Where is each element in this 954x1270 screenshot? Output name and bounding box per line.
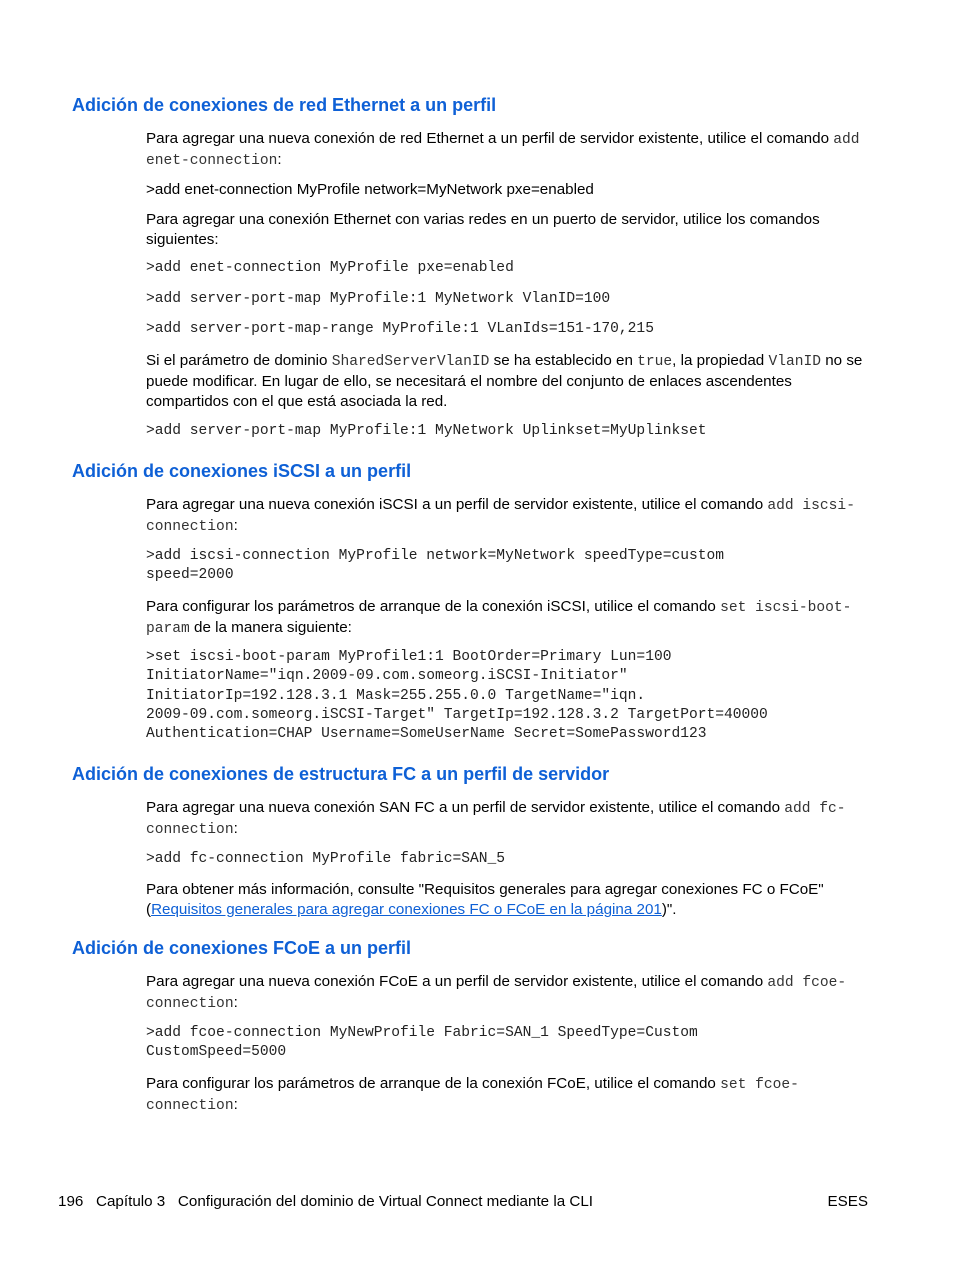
code-block: >set iscsi-boot-param MyProfile1:1 BootOrder=Primary Lun=100 InitiatorName="iqn.2009-09.com.someorg.iSCSI-Initiator" InitiatorIp=192.128.3.1 Mask=255.255.0.0 TargetName="iqn. 2009-09.com.someorg.iSCSI-Target" TargetIp=192.128.3.2 TargetPort=40000 Authentication=CHAP Username=SomeUserName Secret=SomePassword123	[146, 649, 768, 743]
paragraph: Para agregar una nueva conexión iSCSI a un perfil de servidor existente, utilice el comando add iscsi-connection:	[146, 496, 855, 535]
code-block: >add server-port-map MyProfile:1 MyNetwork VlanID=100	[146, 291, 611, 307]
section-heading-fc: Adición de conexiones de estructura FC a un perfil de servidor	[72, 764, 610, 784]
paragraph: >add enet-connection MyProfile network=MyNetwork pxe=enabled	[146, 181, 594, 198]
code-block: >add enet-connection MyProfile pxe=enabled	[146, 260, 514, 276]
section-heading-fcoe: Adición de conexiones FCoE a un perfil	[72, 938, 412, 958]
section-heading-iscsi: Adición de conexiones iSCSI a un perfil	[72, 461, 412, 481]
language-code: ESES	[827, 1193, 868, 1210]
code-block: >add fcoe-connection MyNewProfile Fabric=SAN_1 SpeedType=Custom CustomSpeed=5000	[146, 1025, 698, 1061]
inline-code: VlanID	[768, 354, 821, 370]
paragraph: Para agregar una nueva conexión FCoE a un perfil de servidor existente, utilice el comando add fcoe-connection:	[146, 973, 847, 1012]
inline-code: add enet-connection	[146, 132, 860, 169]
chapter-title: Configuración del dominio de Virtual Connect mediante la CLI	[177, 1193, 594, 1210]
inline-code: add fc-connection	[146, 801, 846, 838]
inline-code: set iscsi-boot-param	[146, 600, 852, 637]
page-footer	[58, 1192, 868, 1212]
paragraph: Si el parámetro de dominio SharedServerVlanID se ha establecido en true, la propiedad VlanID no se puede modificar. En lugar de ello, se necesitará el nombre del conjunto de enlaces ascendentes compartidos con el que está asociada la red.	[146, 352, 863, 410]
paragraph: Para configurar los parámetros de arranque de la conexión iSCSI, utilice el comando set iscsi-boot-param de la manera siguiente:	[146, 598, 852, 637]
inline-code: add iscsi-connection	[146, 498, 855, 535]
inline-code: set fcoe-connection	[146, 1077, 799, 1114]
page-number: 196	[58, 1193, 84, 1210]
section-heading-ethernet: Adición de conexiones de red Ethernet a un perfil	[72, 95, 497, 115]
paragraph: Para agregar una nueva conexión SAN FC a un perfil de servidor existente, utilice el comando add fc-connection:	[146, 799, 846, 838]
cross-reference-link[interactable]: Requisitos generales para agregar conexiones FC o FCoE en la página 201	[151, 901, 662, 918]
code-block: >add server-port-map MyProfile:1 MyNetwork Uplinkset=MyUplinkset	[146, 423, 707, 439]
inline-code: add fcoe-connection	[146, 975, 847, 1012]
paragraph: Para agregar una nueva conexión de red Ethernet a un perfil de servidor existente, utilice el comando add enet-connection:	[146, 130, 860, 169]
inline-code: true	[637, 354, 673, 370]
code-block: >add fc-connection MyProfile fabric=SAN_5	[146, 851, 506, 867]
paragraph: Para agregar una conexión Ethernet con varias redes en un puerto de servidor, utilice los comandos siguientes:	[146, 211, 820, 248]
paragraph: Para configurar los parámetros de arranque de la conexión FCoE, utilice el comando set fcoe-connection:	[146, 1075, 799, 1114]
code-block: >add server-port-map-range MyProfile:1 VLanIds=151-170,215	[146, 321, 654, 337]
paragraph: Para obtener más información, consulte "Requisitos generales para agregar conexiones FC o FCoE" (Requisitos generales para agregar conexiones FC o FCoE en la página 201)".	[146, 881, 824, 918]
chapter-label: Capítulo 3	[96, 1193, 166, 1210]
inline-code: SharedServerVlanID	[331, 354, 490, 370]
code-block: >add iscsi-connection MyProfile network=MyNetwork speedType=custom speed=2000	[146, 548, 725, 584]
